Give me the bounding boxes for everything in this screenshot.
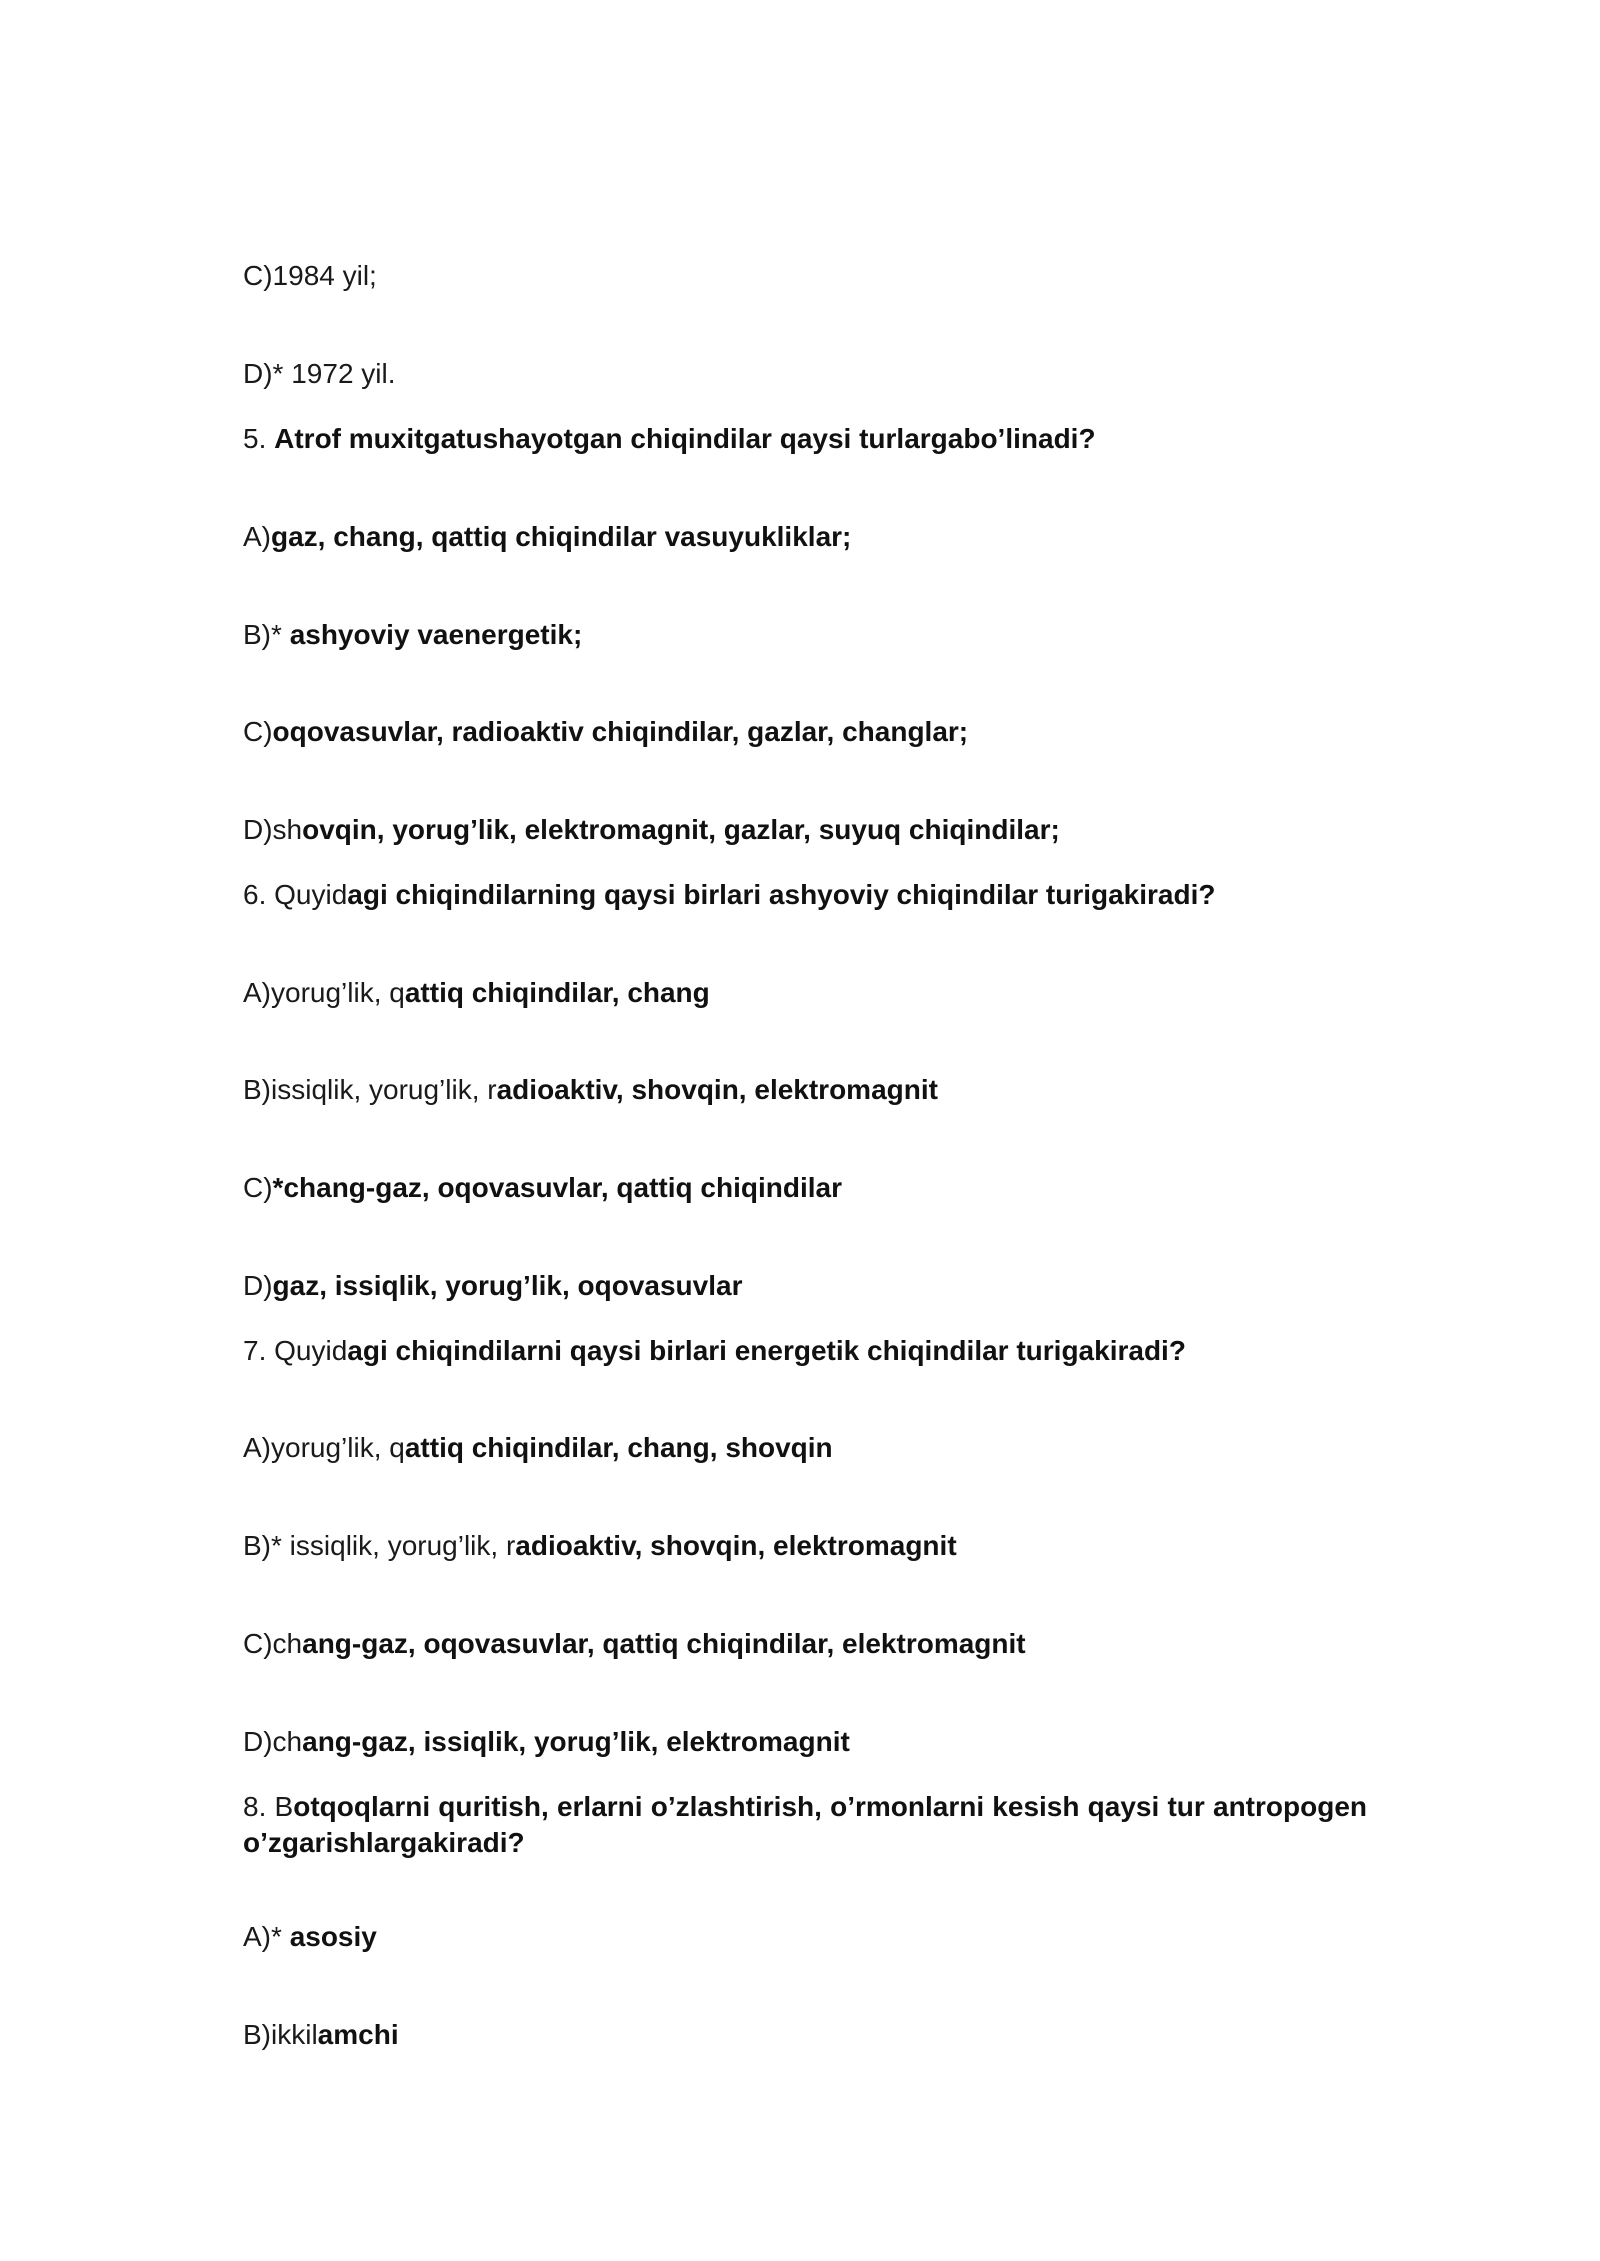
option-text: B)* [243,619,290,650]
option-text-bold: ang-gaz, oqovasuvlar, qattiq chiqindilar, elektromagnit [302,1628,1026,1659]
option-text-bold: attiq chiqindilar, chang, shovqin [404,1432,833,1463]
option-line [243,714,968,750]
option-line [243,356,396,392]
option-line [243,975,710,1011]
question-line [243,421,1096,457]
option-line [243,1626,1026,1662]
option-text: B)* issiqlik, yorug’lik, r [243,1530,516,1561]
option-line [243,519,851,555]
option-text: D)ch [243,1726,303,1757]
option-text-bold: adioaktiv, shovqin, elektromagnit [496,1074,938,1105]
option-text-bold: oqovasuvlar, radioaktiv chiqindilar, gazlar, changlar; [272,716,969,747]
option-line [243,1919,377,1955]
question-number: 6. Quyid [243,879,348,910]
option-line [243,1072,938,1108]
option-line [243,1430,833,1466]
option-text-bold: *chang-gaz, oqovasuvlar, qattiq chiqindilar [272,1172,842,1203]
option-text-bold: adioaktiv, shovqin, elektromagnit [515,1530,957,1561]
option-text-bold: gaz, issiqlik, yorug’lik, oqovasuvlar [272,1270,743,1301]
question-line [243,877,1216,913]
option-line [243,617,582,653]
question-text: otqoqlarni quritish, erlarni o’zlashtirish, o’rmonlarni kesish qaysi tur antropogen o’zgarishlargakiradi? [243,1791,1367,1858]
option-text-bold: asosiy [289,1921,377,1952]
option-line [243,1170,842,1206]
option-text: C) [243,1172,273,1203]
option-line [243,1268,742,1304]
question-text: agi chiqindilarning qaysi birlari ashyoviy chiqindilar turigakiradi? [347,879,1216,910]
question-text: Atrof muxitgatushayotgan chiqindilar qaysi turlargabo’linadi? [274,423,1096,454]
option-text: B)issiqlik, yorug’lik, r [243,1074,497,1105]
question-number: 8. B [243,1791,294,1822]
option-line [243,258,377,294]
option-text: A)yorug’lik, q [243,1432,405,1463]
option-text-bold: ashyoviy vaenergetik; [289,619,583,650]
option-line [243,2017,399,2053]
option-text: C)ch [243,1628,303,1659]
option-text: A)yorug’lik, q [243,977,405,1008]
option-text: A)* [243,1921,290,1952]
question-number: 7. Quyid [243,1335,348,1366]
question-line [243,1333,1186,1369]
option-text: C) [243,716,273,747]
option-text-bold: attiq chiqindilar, chang [404,977,710,1008]
option-text: B)ikkil [243,2019,318,2050]
question-line [243,1789,1367,1861]
option-text: D)sh [243,814,303,845]
question-text: agi chiqindilarni qaysi birlari energetik chiqindilar turigakiradi? [347,1335,1186,1366]
option-text: D)* 1972 yil. [243,358,396,389]
option-line [243,1528,957,1564]
option-text: C)1984 yil; [243,260,377,291]
question-number: 5. [243,423,275,454]
option-text: D) [243,1270,273,1301]
option-text-bold: amchi [317,2019,399,2050]
option-line [243,1724,850,1760]
option-text-bold: ovqin, yorug’lik, elektromagnit, gazlar, suyuq chiqindilar; [302,814,1060,845]
option-text-bold: gaz, chang, qattiq chiqindilar vasuyukliklar; [271,521,852,552]
option-line [243,812,1060,848]
option-text: A) [243,521,271,552]
option-text-bold: ang-gaz, issiqlik, yorug’lik, elektromagnit [302,1726,850,1757]
